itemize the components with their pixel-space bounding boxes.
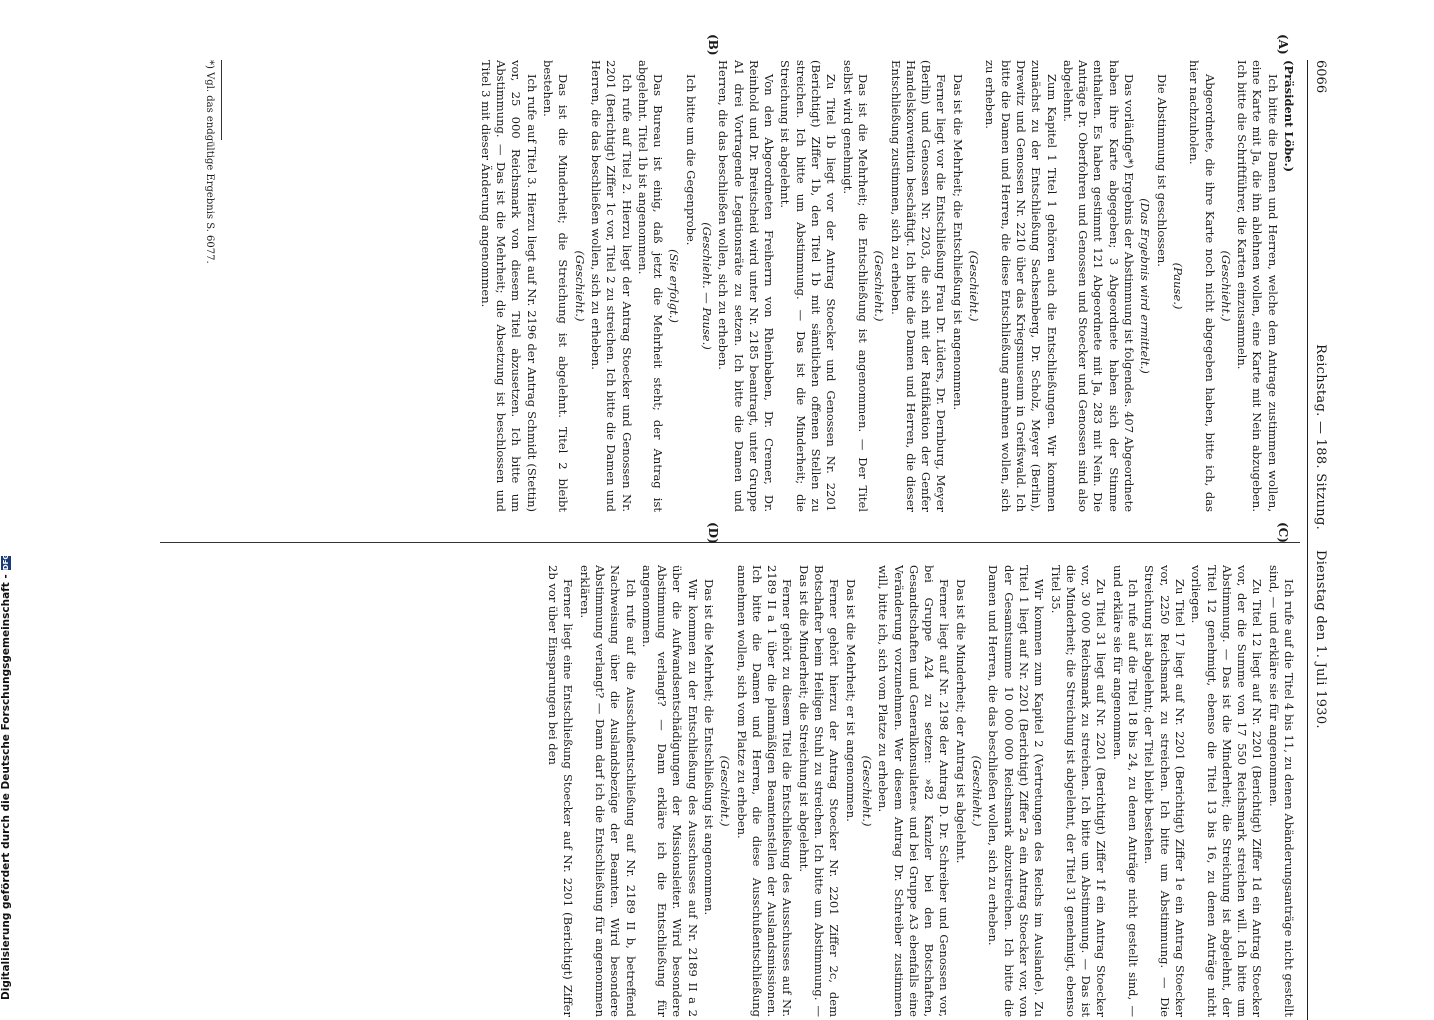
stage-direction: (Geschieht.) xyxy=(967,250,982,322)
speaker-name: (Präsident Löbe.) xyxy=(1282,60,1296,173)
stage-direction: (Geschieht.) xyxy=(970,755,985,827)
paragraph: Abgeordnete, die ihre Karte noch nicht abgegeben haben, bitte ich, das hier nachzuholen. xyxy=(1187,60,1217,512)
stage-direction: (Das Ergebnis wird ermittelt.) xyxy=(1138,198,1153,374)
paragraph: Ferner liegt vor die Entschließung Frau Dr. Lüders, Dr. Dernburg, Meyer (Berlin) und Genossen Nr. 2203, die sich mit der Ratifikation der Genfer Handelskonvention beschäftigt. Ich bitte die Damen und Herren, die dieser Entschließung zustimmen, sich zu erheben. xyxy=(888,60,949,512)
stage-direction: (Pause.) xyxy=(1170,262,1185,310)
stage-direction: (Geschieht. — Pause.) xyxy=(700,222,715,350)
paragraph: Das ist die Mehrheit; die Entschließung ist angenommen. xyxy=(702,579,717,916)
paragraph: Ich rufe auf Titel 3. Hierzu liegt auf Nr. 2196 der Antrag Schmidt (Stettin) vor, 25 000 Reichsmark von diesem Titel abzusetzen. Ich bitte um Abstimmung. — Das ist die Mehrheit; die Absetzung ist beschlossen und Titel 3 mit dieser Änderung angenommen. xyxy=(478,60,539,512)
margin-marker-b: (B) xyxy=(706,34,720,56)
page-header xyxy=(1307,60,1330,1020)
paragraph: Ich bitte die Damen und Herren, welche dem Antrage zustimmen wollen, eine Karte mit Ja, die ihn ablehnen wollen, eine Karte mit Nein abzugeben. Ich bitte die Schriftführer, die Karten einzusammeln. xyxy=(1235,60,1280,512)
paragraph: Wir kommen zu der Entschließung des Ausschusses auf Nr. 2189 II a 2 über die Aufwandsentschädigungen der Missionsleiter. Wird besondere Abstimmung verlangt? — Dann erkläre ich die Entschließung für angenommen. xyxy=(639,565,700,1017)
paragraph: Wir kommen zum Kapitel 2 (Vertretungen des Reichs im Auslande). Zu Titel 1 liegt auf Nr. 2201 (Berichtigt) Ziffer 2a ein Antrag Stoecker vor, von der Gesamtsumme 10 000 000 Reichsmark abzustreichen. Ich bitte die Damen und Herren, die das beschließen wollen, sich zu erheben. xyxy=(986,565,1047,1017)
margin-marker-d: (D) xyxy=(706,522,720,544)
stage-direction: (Geschieht.) xyxy=(872,250,887,322)
column-divider xyxy=(160,542,1300,543)
paragraph: Das ist die Mehrheit; er ist angenommen. xyxy=(843,579,858,822)
running-title-right: Dienstag den 1. Juli 1930. xyxy=(1313,550,1328,729)
paragraph: Ferner liegt auf Nr. 2198 der Antrag D. Dr. Schreiber und Genossen vor, bei Gruppe A24 zu setzen: »82 Kanzler bei den Botschaften, Gesandtschaften und Generalkonsulaten« und bei Gruppe A3 ebenfalls eine Veränderung vorzunehmen. Wer diesem Antrag Dr. Schreiber zustimmen will, bitte ich, sich vom Platze zu erheben. xyxy=(876,565,952,1017)
paragraph: Von den Abgeordneten Freiherrn von Rheinbaben, Dr. Cremer, Dr. Reinhold und Dr. Breitscheid wird unter Nr. 2185 beantragt, unter Gruppe A1 drei Vortragende Legationsräte zu setzen. Ich bitte die Damen und Herren, die das beschließen wollen, sich zu erheben. xyxy=(716,60,777,512)
dfg-logo-icon: DFG xyxy=(2,553,10,571)
stage-direction: (Geschieht.) xyxy=(1218,250,1233,322)
margin-marker-c: (C) xyxy=(1276,522,1290,543)
paragraph: Ich rufe auf die Titel 4 bis 11, zu denen Abänderungsanträge nicht gestellt sind, — und erkläre sie für angenommen. xyxy=(1266,565,1296,1017)
paragraph: Zum Kapitel 1 Titel 1 gehören auch die Entschließungen. Wir kommen zunächst zu der Entschließung Sachsenberg, Dr. Scholz, Meyer (Berlin), Drewitz und Genossen Nr. 2210 über das Kriegsmuseum in Greifswald. Ich bitte die Damen und Herren, die diese Entschließung annehmen wollen, sich zu erheben. xyxy=(983,60,1059,512)
paragraph: Ich rufe auf Titel 2. Hierzu liegt der Antrag Stoecker und Genossen Nr. 2201 (Berichtigt) Ziffer 1c vor, Titel 2 zu streichen. Ich bitte die Damen und Herren, die das beschließen wollen, sich zu erheben. xyxy=(588,60,634,512)
text-column-left xyxy=(146,60,1296,512)
paragraph: Das ist die Mehrheit; die Entschließung ist angenommen. — Der Titel selbst wird genehmigt. xyxy=(840,60,870,512)
paragraph: Das Bureau ist einig, daß jetzt die Mehrheit steht; der Antrag ist abgelehnt. Titel 1b ist angenommen. xyxy=(635,60,666,512)
digitization-credit xyxy=(0,0,12,1000)
credit-text: Digitalisierung gefördert durch die Deutsche Forschungsgemeinschaft - xyxy=(0,574,12,1000)
paragraph: Das vorläufige*) Ergebnis der Abstimmung ist folgendes. 407 Abgeordnete haben ihre Karte abgegeben; 3 Abgeordnete haben sich der Stimme enthalten. Es haben gestimmt 121 Abgeordnete mit Ja, 283 mit Nein. Die Anträge Dr. Oberfohren und Genossen und Stoecker und Genossen sind also abgelehnt. xyxy=(1060,60,1137,512)
paragraph: Ferner gehört hierzu der Antrag Stoecker Nr. 2201 Ziffer 2c, dem Botschafter beim Heiligen Stuhl zu streichen. Ich bitte um Abstimmung. — Das ist die Minderheit; die Streichung ist abgelehnt. xyxy=(796,565,842,1017)
paragraph: Zu Titel 12 liegt auf Nr. 2201 (Berichtigt) Ziffer 1d ein Antrag Stoecker vor, der die Summe von 17 550 Reichsmark streichen will. Ich bitte um Abstimmung. — Das ist die Minderheit; die Streichung ist abgelehnt, der Titel 12 genehmigt, ebenso die Titel 13 bis 16, zu denen Anträge nicht vorliegen. xyxy=(1189,565,1265,1017)
footnote: *) Vgl. das endgültige Ergebnis S. 6077. xyxy=(204,60,215,264)
running-title-left: Reichstag. — 188. Sitzung. xyxy=(1313,344,1328,530)
paragraph: Ferner liegt eine Entschließung Stoecker auf Nr. 2201 (Berichtigt) Ziffer 2b vor über Einsparungen bei den xyxy=(546,565,576,1017)
stage-direction: (Sie erfolgt.) xyxy=(667,249,682,323)
margin-marker-a: (A) xyxy=(1276,34,1290,55)
paragraph: Ich bitte um die Gegenprobe. xyxy=(683,74,698,246)
paragraph: Zu Titel 31 liegt auf Nr. 2201 (Berichtigt) Ziffer 1f ein Antrag Stoecker vor, 30 000 Reichsmark zu streichen. Ich bitte um Abstimmung. — Das ist die Minderheit; die Streichung ist abgelehnt, der Titel 31 genehmigt, ebenso Titel 35. xyxy=(1048,565,1109,1017)
text-column-right xyxy=(146,565,1296,1017)
paragraph: Zu Titel 1b liegt vor der Antrag Stoecker und Genossen Nr. 2201 (Berichtigt) Ziffer 1b, den Titel 1b mit sämtlichen offenen Stellen zu streichen. Ich bitte um Abstimmung. — Das ist die Minderheit; die Streichung ist abgelehnt. xyxy=(778,60,839,512)
paragraph: Das ist die Minderheit; die Streichung ist abgelehnt. Titel 2 bleibt bestehen. xyxy=(541,60,571,512)
stage-direction: (Geschieht.) xyxy=(718,755,733,827)
stage-direction: (Geschieht.) xyxy=(859,755,874,827)
page-number: 6066 xyxy=(1313,60,1328,94)
stage-direction: (Geschieht.) xyxy=(572,250,587,322)
paragraph: Ich rufe auf die Titel 18 bis 24, zu denen Anträge nicht gestellt sind, — und erkläre sie für angenommen. xyxy=(1110,565,1141,1017)
footnote-rule xyxy=(221,60,222,140)
paragraph: Ferner gehört zu diesem Titel die Entschließung des Ausschusses auf Nr. 2189 II a 1 über die planmäßigen Beamtenstellen der Auslandsmissionen. Ich bitte die Damen und Herren, die diese Ausschußentschließung annehmen wollen, sich vom Platze zu erheben. xyxy=(734,565,795,1017)
paragraph: Das ist die Minderheit; der Antrag ist abgelehnt. xyxy=(953,579,968,864)
paragraph: Das ist die Mehrheit; die Entschließung ist angenommen. xyxy=(950,74,965,411)
paragraph: Zu Titel 17 liegt auf Nr. 2201 (Berichtigt) Ziffer 1e ein Antrag Stoecker vor, 2250 Reichsmark zu streichen. Ich bitte um Abstimmung. — Die Streichung ist abgelehnt; der Titel bleibt bestehen. xyxy=(1142,565,1187,1017)
paragraph: Die Abstimmung ist geschlossen. xyxy=(1154,74,1169,267)
paragraph: Ich rufe auf die Ausschußentschließung auf Nr. 2189 II b, betreffend Nachweisung über die Auslandsbezüge der Beamten. Wird besondere Abstimmung verlangt? — Dann darf ich die Entschließung für angenommen erklären. xyxy=(577,565,638,1017)
rotated-page xyxy=(50,34,1330,1020)
